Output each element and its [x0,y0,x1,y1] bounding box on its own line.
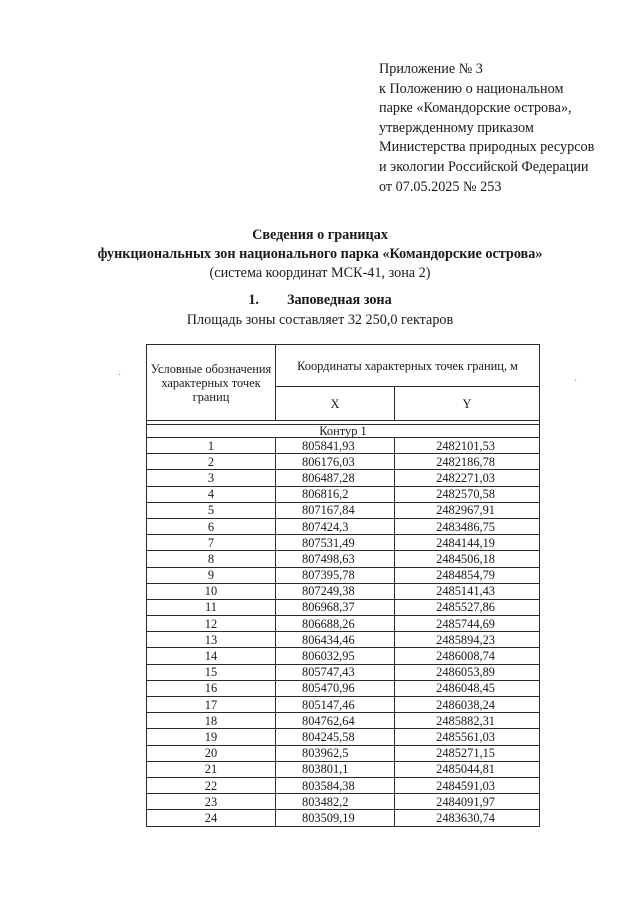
coordinate-y: 2482271,03 [395,470,540,486]
point-number: 24 [147,810,276,826]
coordinate-x: 806032,95 [276,648,395,664]
coordinate-x: 803482,2 [276,794,395,810]
coordinate-x: 807531,49 [276,535,395,551]
table-row [147,761,540,777]
table-row [147,729,540,745]
coordinate-x: 806176,03 [276,454,395,470]
coordinate-system-line: (система координат МСК-41, зона 2) [209,265,431,281]
coordinate-y: 2482101,53 [395,438,540,454]
coordinate-y: 2484591,03 [395,777,540,793]
coordinate-x: 805147,46 [276,697,395,713]
coordinate-x: 803509,19 [276,810,395,826]
coordinate-x: 805747,43 [276,664,395,680]
appendix-line: к Положению о национальном [379,80,564,97]
header-y: Y [395,387,540,421]
coordinate-y: 2484144,19 [395,535,540,551]
coordinate-x: 803801,1 [276,761,395,777]
coordinate-x: 807167,84 [276,502,395,518]
coordinate-y: 2483630,74 [395,810,540,826]
header-x: X [276,387,395,421]
coordinate-y: 2485561,03 [395,729,540,745]
coordinate-x: 803584,38 [276,777,395,793]
title-line-2: функциональных зон национального парка «Командорские острова» [97,246,543,262]
point-number: 10 [147,583,276,599]
point-number: 17 [147,697,276,713]
contour-row [147,425,540,438]
header-point-designation: Условные обозначения характерных точек границ [147,345,276,421]
coordinate-x: 803962,5 [276,745,395,761]
scan-mark: · [574,376,578,387]
point-number: 5 [147,502,276,518]
table-row [147,535,540,551]
coordinate-x: 804245,58 [276,729,395,745]
table-row [147,502,540,518]
point-number: 9 [147,567,276,583]
appendix-note [379,60,629,197]
table-row [147,567,540,583]
table-row [147,777,540,793]
table-row [147,632,540,648]
point-number: 16 [147,680,276,696]
coordinate-x: 805470,96 [276,680,395,696]
point-number: 11 [147,599,276,615]
title-line-1: Сведения о границах [252,227,388,243]
point-number: 22 [147,777,276,793]
table-row [147,680,540,696]
table-row [147,664,540,680]
table-row [147,616,540,632]
point-number: 21 [147,761,276,777]
coordinates-table [146,344,540,827]
table-row [147,648,540,664]
table-row [147,697,540,713]
coordinate-y: 2484854,79 [395,567,540,583]
coordinate-y: 2486053,89 [395,664,540,680]
point-number: 23 [147,794,276,810]
coordinate-y: 2485141,43 [395,583,540,599]
coordinate-y: 2482570,58 [395,486,540,502]
point-number: 4 [147,486,276,502]
coordinate-y: 2484091,97 [395,794,540,810]
point-number: 18 [147,713,276,729]
zone-area: Площадь зоны составляет 32 250,0 гектаров [186,312,454,328]
coordinate-y: 2485882,31 [395,713,540,729]
table-row [147,454,540,470]
coordinate-y: 2485044,81 [395,761,540,777]
coordinate-y: 2485744,69 [395,616,540,632]
zone-number: 1. [248,292,259,308]
coordinate-y: 2485271,15 [395,745,540,761]
appendix-line: Министерства природных ресурсов [379,139,595,156]
coordinate-y: 2485894,23 [395,632,540,648]
coordinate-x: 804762,64 [276,713,395,729]
table-row [147,810,540,826]
table-row [147,583,540,599]
coordinate-y: 2486008,74 [395,648,540,664]
coordinate-x: 807249,38 [276,583,395,599]
table-row [147,794,540,810]
point-number: 6 [147,518,276,534]
contour-label: Контур 1 [147,425,540,438]
appendix-line: парке «Командорские острова», [379,100,572,117]
appendix-line: утвержденному приказом [379,119,534,136]
point-number: 15 [147,664,276,680]
point-number: 8 [147,551,276,567]
point-number: 2 [147,454,276,470]
coordinate-y: 2484506,18 [395,551,540,567]
point-number: 20 [147,745,276,761]
point-number: 14 [147,648,276,664]
table-row [147,599,540,615]
coordinate-x: 806968,37 [276,599,395,615]
point-number: 19 [147,729,276,745]
coordinate-x: 807424,3 [276,518,395,534]
table-row [147,470,540,486]
zone-name: Заповедная зона [286,292,392,308]
appendix-line: Приложение № 3 [379,61,483,77]
coordinate-y: 2482967,91 [395,502,540,518]
coordinate-x: 807395,78 [276,567,395,583]
coordinate-y: 2483486,75 [395,518,540,534]
table-row [147,518,540,534]
point-number: 7 [147,535,276,551]
point-number: 13 [147,632,276,648]
point-number: 3 [147,470,276,486]
appendix-line: и экологии Российской Федерации [379,158,589,175]
document-title [0,226,640,283]
point-number: 12 [147,616,276,632]
coordinate-x: 806816,2 [276,486,395,502]
table-row [147,551,540,567]
coordinate-y: 2486038,24 [395,697,540,713]
coordinate-x: 805841,93 [276,438,395,454]
scan-mark: · [118,370,122,381]
point-number: 1 [147,438,276,454]
table-row [147,438,540,454]
coordinate-x: 806688,26 [276,616,395,632]
coordinate-x: 806434,46 [276,632,395,648]
table-row [147,486,540,502]
coordinate-y: 2482186,78 [395,454,540,470]
coordinate-x: 807498,63 [276,551,395,567]
coordinate-x: 806487,28 [276,470,395,486]
table-row [147,713,540,729]
table-row [147,745,540,761]
coordinate-y: 2486048,45 [395,680,540,696]
zone-heading [0,291,640,309]
coordinate-y: 2485527,86 [395,599,540,615]
header-coordinates: Координаты характерных точек границ, м [276,345,540,387]
appendix-line: от 07.05.2025 № 253 [379,178,502,195]
